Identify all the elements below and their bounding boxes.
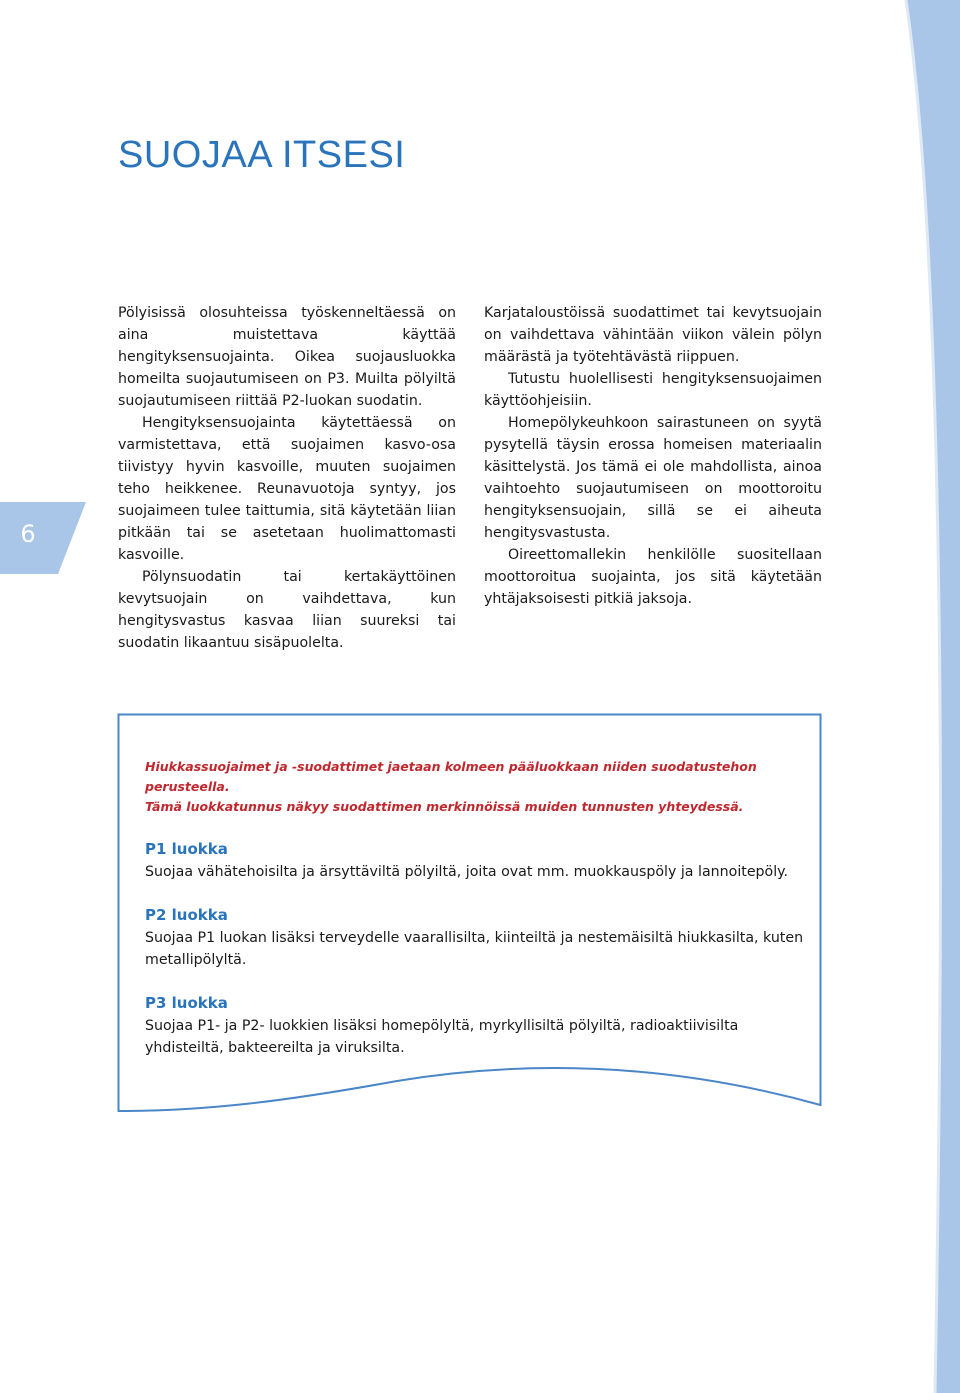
right-paragraph-2: Tutustu huolellisesti hengityksensuojaimen käyttöohjeisiin. [484,371,822,409]
left-text-column [118,302,456,654]
class-title-p3: P3 luokka [145,994,228,1012]
class-block-p2 [145,905,805,971]
class-description-p3: Suojaa P1- ja P2- luokkien lisäksi homepölyltä, myrkyllisiltä pölyiltä, radioaktiivisilta yhdisteiltä, bakteereilta ja viruksilta. [145,1018,739,1056]
class-block-p3 [145,993,805,1059]
info-box-content [145,757,805,1059]
class-block-p1 [145,839,805,883]
page-number-tab [0,502,86,574]
left-paragraph-2: Hengityksensuojainta käytettäessä on varmistettava, että suojaimen kasvo-osa tiivistyy hyvin kasvoille, muuten suojaimen teho heikkenee. Reunavuotoja syntyy, jos suojaimeen tulee taittumia, sitä käytetään liian pitkään tai se asetetaan huolimattomasti kasvoille. [118,415,456,563]
info-intro-line-2: Tämä luokkatunnus näkyy suodattimen merkinnöissä muiden tunnusten yhteydessä. [145,799,744,814]
class-title-p1: P1 luokka [145,840,228,858]
filter-class-info-box [117,713,822,1113]
left-paragraph-3: Pölynsuodatin tai kertakäyttöinen kevytsuojain on vaihdettava, kun hengitysvastus kasvaa liian suureksi tai suodatin likaantuu sisäpuolelta. [118,569,456,651]
class-description-p1: Suojaa vähätehoisilta ja ärsyttäviltä pölyiltä, joita ovat mm. muokkauspöly ja lannoitepöly. [145,864,789,880]
page-number: 6 [20,520,36,548]
right-paragraph-4: Oireettomallekin henkilölle suositellaan moottoroitua suojainta, jos sitä käytetään yhtäjaksoisesti pitkiä jaksoja. [484,547,822,607]
left-paragraph-1: Pölyisissä olosuhteissa työskenneltäessä on aina muistettava käyttää hengityksensuojainta. Oikea suojausluokka homeilta suojautumiseen on P3. Muilta pölyiltä suojautumiseen riittää P2-luokan suodatin. [118,305,456,409]
class-description-p2: Suojaa P1 luokan lisäksi terveydelle vaarallisilta, kiinteiltä ja nestemäisiltä hiukkasilta, kuten metallipölyltä. [145,930,804,968]
right-paragraph-1: Karjataloustöissä suodattimet tai kevytsuojain on vaihdettava vähintään viikon välein pölyn määrästä ja työtehtävästä riippuen. [484,305,822,365]
page-title: SUOJAA ITSESI [118,134,406,176]
right-paragraph-3: Homepölykeuhkoon sairastuneen on syytä pysytellä täysin erossa homeisen materiaalin käsittelystä. Jos tämä ei ole mahdollista, ainoa vaihtoehto suojautumiseen on moottoroitu hengityksensuojain, sillä se ei aiheuta hengitysvastusta. [484,415,822,541]
info-intro-line-1: Hiukkassuojaimet ja -suodattimet jaetaan kolmeen pääluokkaan niiden suodatustehon perusteella. [145,759,757,794]
right-text-column [484,302,822,610]
class-title-p2: P2 luokka [145,906,228,924]
